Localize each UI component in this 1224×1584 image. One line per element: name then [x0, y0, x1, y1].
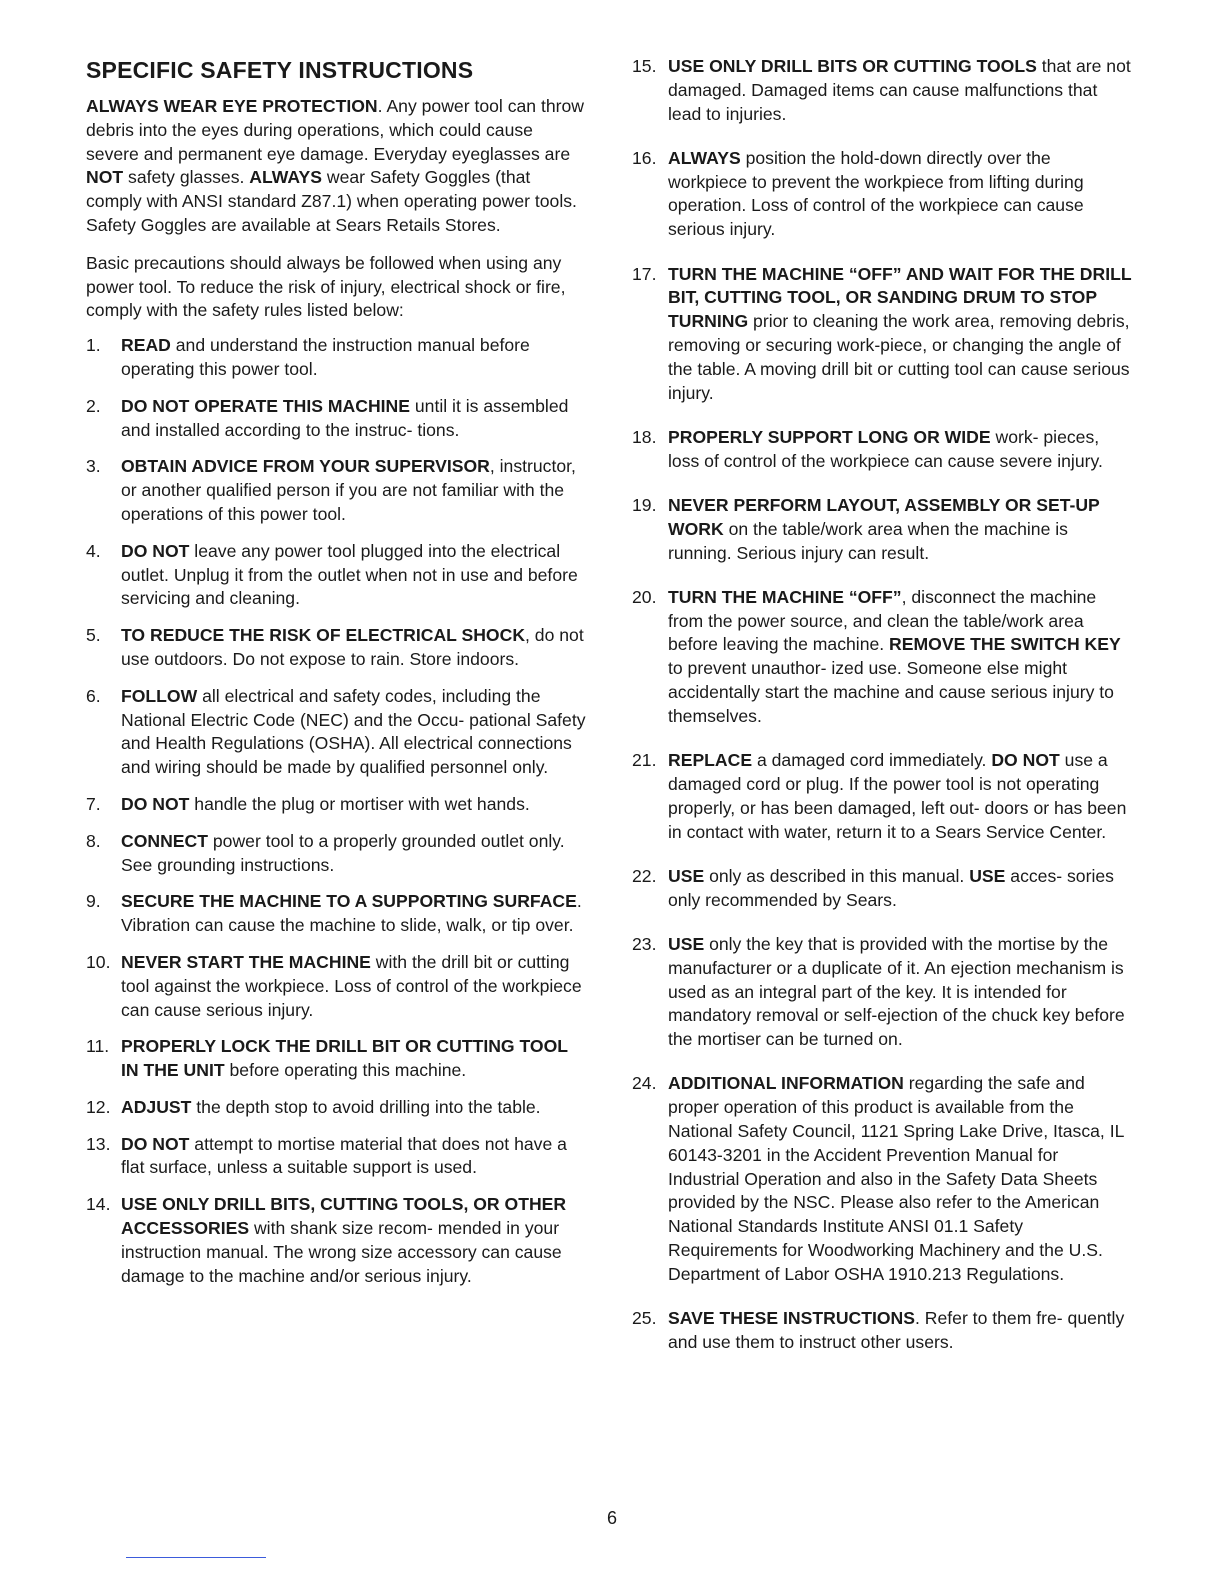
intro-paragraphs	[86, 95, 586, 323]
body-text: before operating this machine.	[224, 1060, 467, 1081]
bold-text: ADDITIONAL INFORMATION	[668, 1073, 904, 1094]
list-item	[86, 624, 586, 672]
item-number: 8.	[86, 830, 101, 851]
eye-protection-paragraph	[86, 95, 586, 238]
body-text: prior to cleaning the work area, removing debris, removing or securing work-piece, or changing the angle of the table. A moving drill bit or cutting tool can cause serious injury.	[668, 311, 1130, 403]
item-text	[668, 264, 1131, 403]
basic-precautions-paragraph	[86, 252, 586, 323]
bold-text: DO NOT	[121, 793, 190, 814]
item-number: 24.	[632, 1073, 657, 1094]
body-text: that are not damaged. Damaged items can cause malfunctions that lead to injuries.	[668, 56, 1131, 124]
bold-text: DO NOT OPERATE THIS MACHINE	[121, 395, 410, 416]
body-text: until it is assembled and installed according to the instruc- tions.	[121, 395, 569, 440]
item-text	[121, 1097, 541, 1117]
body-text: , do not use outdoors. Do not expose to rain. Store indoors.	[121, 625, 584, 669]
body-text: position the hold-down directly over the workpiece to prevent the workpiece from lifting during operation. Loss of control of the workpiece can cause serious injury.	[668, 147, 1084, 240]
item-number: 10.	[86, 951, 111, 972]
bold-text: NOT	[86, 167, 124, 188]
bold-text: READ	[121, 335, 171, 356]
item-number: 6.	[86, 685, 101, 706]
body-text: , disconnect the machine from the power source, and clean the table/work area before leaving the machine.	[668, 586, 1097, 655]
list-item	[86, 1035, 586, 1083]
item-number: 2.	[86, 395, 101, 416]
item-text	[121, 335, 530, 379]
item-text	[121, 952, 582, 1020]
bold-text: REMOVE THE SWITCH KEY	[889, 634, 1121, 655]
item-text	[668, 56, 1131, 124]
bold-text: USE	[668, 865, 705, 886]
item-text	[121, 686, 586, 777]
list-item	[632, 147, 1132, 242]
bold-text: FOLLOW	[121, 685, 198, 706]
bold-text: TO REDUCE THE RISK OF ELECTRICAL SHOCK	[121, 625, 526, 646]
bold-text: NEVER PERFORM LAYOUT, ASSEMBLY OR SET-UP WORK	[668, 494, 1100, 539]
item-number: 17.	[632, 263, 657, 284]
body-text: with shank size recom- mended in your instruction manual. The wrong size accessory can cause damage to the machine and/or serious injury.	[121, 1218, 562, 1286]
bold-text: DO NOT	[121, 1133, 190, 1154]
body-text: regarding the safe and proper operation of this product is available from the National Safety Council, 1121 Spring Lake Drive, Itasca, IL 60143-3201 in the Accident Prevention Manual for Industrial Operation and also in the Safety Data Sheets provided by the NSC. Please also refer to the American National Standards Institute ANSI 01.1 Safety Requirements for Woodworking Machinery and the U.S. Department of Labor OSHA 1910.213 Regulations.	[668, 1073, 1124, 1284]
body-text: Basic precautions should always be followed when using any power tool. To reduce the risk of injury, electrical shock or fire, comply with the safety rules listed below:	[86, 252, 566, 321]
item-text	[668, 495, 1099, 563]
item-text	[121, 794, 530, 814]
item-number: 23.	[632, 933, 657, 954]
body-text: . Any power tool can throw debris into the eyes during operations, which could cause severe and permanent eye damage. Everyday eyeglasses are	[86, 96, 584, 164]
right-column	[632, 55, 1132, 1375]
list-item	[632, 749, 1132, 844]
body-text: only the key that is provided with the mortise by the manufacturer or a duplicate of it. An ejection mechanism is used as an integral part of the key. It is intended for mandatory removal or self-ejection of the chuck key before the mortiser can be turned on.	[668, 933, 1125, 1050]
list-item	[632, 494, 1132, 565]
item-number: 3.	[86, 456, 101, 477]
item-text	[668, 1308, 1124, 1352]
item-text	[668, 1073, 1124, 1283]
bold-text: USE ONLY DRILL BITS OR CUTTING TOOLS	[668, 56, 1037, 76]
list-item	[632, 1307, 1132, 1355]
item-text	[121, 1036, 568, 1080]
bold-text: SAVE THESE INSTRUCTIONS	[668, 1308, 915, 1329]
body-text: wear Safety Goggles (that comply with ANSI standard Z87.1) when operating power tools. Safety Goggles are available at Sears Retails Stores.	[86, 167, 577, 235]
body-text: leave any power tool plugged into the electrical outlet. Unplug it from the outlet when not in use and before servicing and cleaning.	[121, 540, 578, 609]
list-item	[86, 1133, 586, 1181]
list-item	[632, 55, 1132, 126]
bold-text: CONNECT	[121, 830, 208, 851]
body-text: on the table/work area when the machine is running. Serious injury can result.	[668, 518, 1068, 563]
body-text: a damaged cord immediately.	[752, 750, 992, 771]
bold-text: PROPERLY SUPPORT LONG OR WIDE	[668, 426, 991, 447]
bold-text: ADJUST	[121, 1096, 192, 1117]
list-item	[632, 263, 1132, 406]
bold-text: USE	[969, 865, 1006, 886]
item-number: 15.	[632, 56, 657, 76]
item-number: 14.	[86, 1194, 111, 1215]
body-text: . Refer to them fre- quently and use them to instruct other users.	[668, 1308, 1125, 1352]
item-number: 21.	[632, 750, 657, 771]
item-number: 22.	[632, 865, 657, 886]
bold-text: TURN THE MACHINE “OFF”	[668, 586, 902, 607]
item-number: 4.	[86, 540, 101, 561]
footer-rule	[126, 1557, 266, 1558]
item-text	[121, 456, 576, 524]
item-number: 1.	[86, 335, 101, 356]
page-number: 6	[606, 1508, 617, 1528]
item-text	[668, 750, 1126, 841]
body-text: acces- sories only recommended by Sears.	[668, 865, 1114, 910]
body-text: attempt to mortise material that does not have a flat surface, unless a suitable support is used.	[121, 1133, 567, 1178]
item-number: 20.	[632, 586, 657, 607]
item-text	[121, 831, 565, 875]
list-item	[86, 455, 586, 526]
list-item	[632, 586, 1132, 729]
bold-text: USE ONLY DRILL BITS, CUTTING TOOLS, OR OTHER ACCESSORIES	[121, 1194, 567, 1239]
item-number: 5.	[86, 625, 101, 646]
bold-text: USE	[668, 933, 705, 954]
item-number: 13.	[86, 1133, 111, 1154]
bold-text: NEVER START THE MACHINE	[121, 951, 371, 972]
item-text	[121, 625, 584, 669]
bold-text: TURN THE MACHINE “OFF” AND WAIT FOR THE DRILL BIT, CUTTING TOOL, OR SANDING DRUM TO STOP TURNING	[668, 263, 1132, 332]
item-text	[668, 148, 1084, 239]
body-text: safety glasses.	[123, 167, 250, 188]
bold-text: ALWAYS	[249, 167, 322, 188]
list-item	[86, 1096, 586, 1120]
item-text	[668, 427, 1103, 471]
section-title: SPECIFIC SAFETY INSTRUCTIONS	[86, 57, 474, 83]
list-item	[86, 951, 586, 1022]
list-item	[632, 933, 1132, 1052]
bold-text: REPLACE	[668, 750, 753, 771]
item-number: 12.	[86, 1096, 111, 1117]
list-item	[86, 395, 586, 443]
body-text: the depth stop to avoid drilling into the table.	[191, 1096, 541, 1117]
item-number: 25.	[632, 1308, 657, 1329]
list-item	[86, 793, 586, 817]
bold-text: ALWAYS	[668, 147, 741, 168]
bold-text: DO NOT	[121, 540, 190, 561]
item-number: 16.	[632, 147, 657, 168]
item-number: 11.	[86, 1036, 110, 1057]
list-item	[632, 865, 1132, 913]
item-text	[121, 1194, 566, 1285]
item-text	[668, 866, 1114, 910]
item-text	[668, 587, 1121, 726]
item-number: 18.	[632, 426, 657, 447]
body-text: , instructor, or another qualified person if you are not familiar with the operations of this power tool.	[121, 456, 576, 524]
list-item	[632, 1072, 1132, 1286]
list-item	[86, 685, 586, 780]
item-text	[121, 891, 582, 935]
item-text	[121, 1134, 567, 1178]
body-text: with the drill bit or cutting tool against the workpiece. Loss of control of the workpiece can cause serious injury.	[121, 951, 582, 1020]
list-item	[86, 890, 586, 938]
item-text	[121, 396, 568, 440]
body-text: work- pieces, loss of control of the workpiece can cause severe injury.	[668, 426, 1103, 471]
list-item	[632, 426, 1132, 474]
list-item	[86, 334, 586, 382]
bold-text: DO NOT	[991, 750, 1060, 771]
bold-text: SECURE THE MACHINE TO A SUPPORTING SURFACE	[121, 891, 577, 912]
list-item	[86, 540, 586, 611]
item-number: 7.	[86, 793, 101, 814]
bold-text: ALWAYS WEAR EYE PROTECTION	[86, 96, 378, 116]
bold-text: OBTAIN ADVICE FROM YOUR SUPERVISOR	[121, 456, 490, 477]
safety-rules-list-left	[86, 334, 586, 1288]
item-text	[121, 541, 578, 609]
body-text: . Vibration can cause the machine to slide, walk, or tip over.	[121, 891, 582, 936]
item-text	[668, 934, 1125, 1049]
body-text: all electrical and safety codes, including the National Electric Code (NEC) and the Occu- pational Safety and Health Regulations (OSHA). All electrical connections and wiring should be made by qualified personnel only.	[121, 685, 586, 778]
bold-text: PROPERLY LOCK THE DRILL BIT OR CUTTING TOOL IN THE UNIT	[121, 1036, 568, 1081]
left-column	[86, 55, 586, 1301]
list-item	[86, 830, 586, 878]
body-text: power tool to a properly grounded outlet only. See grounding instructions.	[121, 830, 565, 875]
item-number: 19.	[632, 494, 657, 515]
list-item	[86, 1193, 586, 1288]
safety-rules-list-right	[632, 55, 1132, 1355]
body-text: handle the plug or mortiser with wet hands.	[189, 793, 530, 814]
body-text: use a damaged cord or plug. If the power tool is not operating properly, or has been damaged, left out- doors or has been in contact with water, return it to a Sears Service Center.	[668, 750, 1127, 842]
item-number: 9.	[86, 891, 101, 912]
body-text: to prevent unauthor- ized use. Someone else might accidentally start the machine and cause serious injury to themselves.	[668, 658, 1114, 726]
body-text: and understand the instruction manual before operating this power tool.	[121, 335, 530, 379]
body-text: only as described in this manual.	[704, 865, 970, 886]
